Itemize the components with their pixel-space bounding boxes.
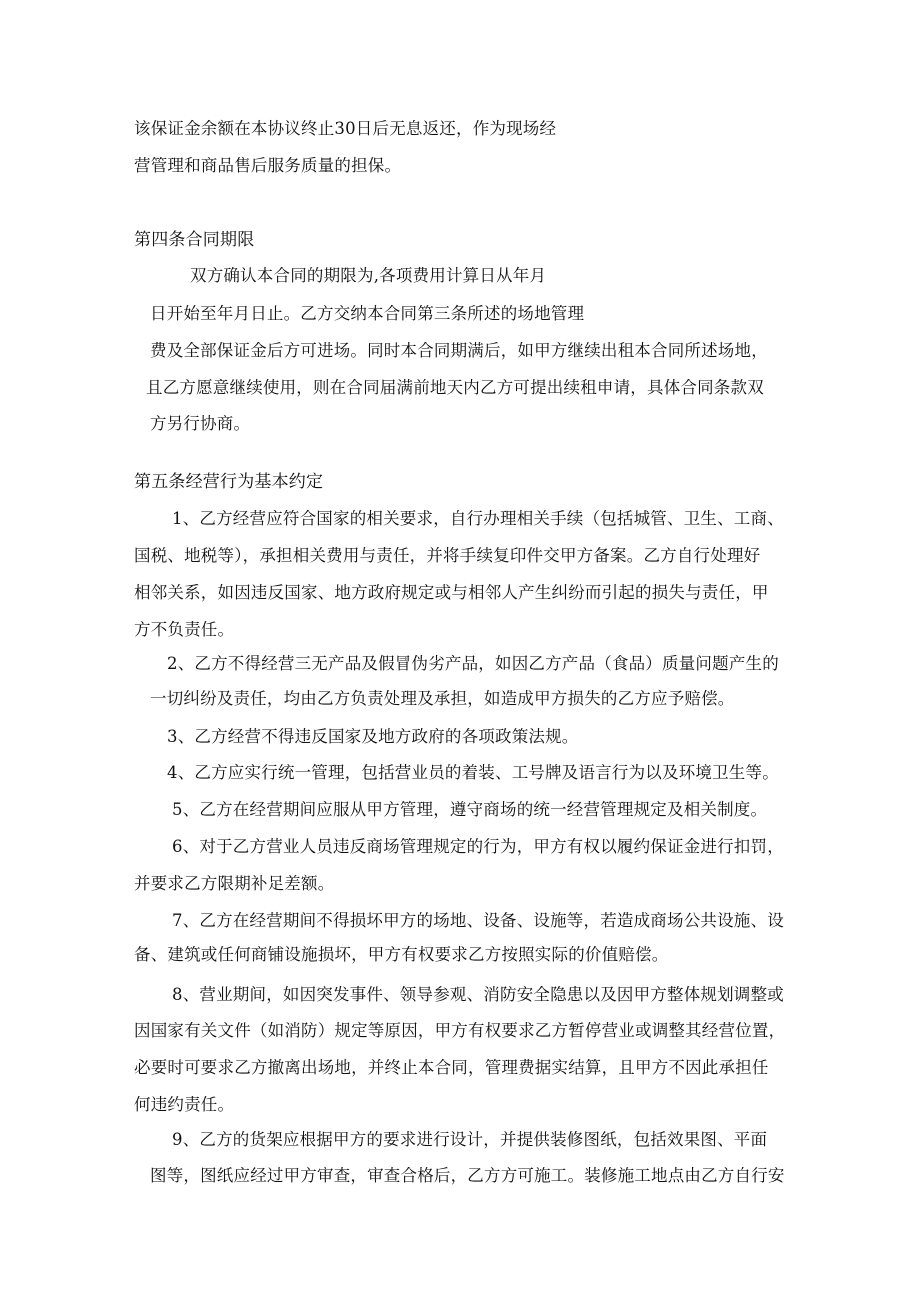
clause-6-line-1: 6、对于乙方营业人员违反商场管理规定的行为，甲方有权以履约保证金进行扣罚， xyxy=(172,837,784,856)
section-5-heading: 第五条经营行为基本约定 xyxy=(134,472,324,492)
section-4-heading: 第四条合同期限 xyxy=(134,230,255,250)
clause-1-line-2: 国税、地税等），承担相关费用与责任，并将手续复印件交甲方备案。乙方自行处理好 xyxy=(134,546,761,565)
section-4-line-5: 方另行协商。 xyxy=(150,414,251,433)
clause-1-line-3: 相邻关系，如因违反国家、地方政府规定或与相邻人产生纠纷而引起的损失与责任，甲 xyxy=(134,583,769,602)
intro-line-2: 营管理和商品售后服务质量的担保。 xyxy=(134,156,402,175)
intro-line-1: 该保证金余额在本协议终止30日后无息返还，作为现场经 xyxy=(134,119,557,138)
clause-8-line-3: 必要时可要求乙方撤离出场地，并终止本合同，管理费据实结算，且甲方不因此承担任 xyxy=(134,1058,769,1077)
clause-2-line-1: 2、乙方不得经营三无产品及假冒伪劣产品，如因乙方产品（食品）质量问题产生的 xyxy=(167,654,779,673)
clause-3: 3、乙方经营不得违反国家及地方政府的各项政策法规。 xyxy=(167,727,579,746)
section-4-line-3: 费及全部保证金后方可进场。同时本合同期满后，如甲方继续出租本合同所述场地， xyxy=(150,341,768,360)
clause-7-line-2: 备、建筑或任何商铺设施损坏，甲方有权要求乙方按照实际的价值赔偿。 xyxy=(134,945,669,964)
section-4-line-1: 双方确认本合同的期限为,各项费用计算日从年月 xyxy=(190,266,547,285)
clause-4: 4、乙方应实行统一管理，包括营业员的着装、工号牌及语言行为以及环境卫生等。 xyxy=(167,763,779,782)
clause-9-line-2: 图等，图纸应经过甲方审查，审查合格后，乙方方可施工。装修施工地点由乙方自行安 xyxy=(150,1166,785,1185)
section-4-line-2: 日开始至年月日止。乙方交纳本合同第三条所述的场地管理 xyxy=(150,304,585,323)
clause-9-line-1: 9、乙方的货架应根据甲方的要求进行设计，并提供装修图纸，包括效果图、平面 xyxy=(172,1130,768,1149)
clause-5: 5、乙方在经营期间应服从甲方管理，遵守商场的统一经营管理规定及相关制度。 xyxy=(172,800,768,819)
clause-1-line-4: 方不负责任。 xyxy=(134,620,235,639)
clause-8-line-1: 8、营业期间，如因突发事件、领导参观、消防安全隐患以及因甲方整体规划调整或 xyxy=(172,985,784,1004)
clause-6-line-2: 并要求乙方限期补足差额。 xyxy=(134,874,335,893)
clause-2-line-2: 一切纠纷及责任，均由乙方负责处理及承担，如造成甲方损失的乙方应予赔偿。 xyxy=(150,689,735,708)
clause-1-line-1: 1、乙方经营应符合国家的相关要求，自行办理相关手续（包括城管、卫生、工商、 xyxy=(172,509,784,528)
clause-7-line-1: 7、乙方在经营期间不得损坏甲方的场地、设备、设施等，若造成商场公共设施、设 xyxy=(172,911,784,930)
section-4-line-4: 且乙方愿意继续使用，则在合同届满前地天内乙方可提出续租申请，具体合同条款双 xyxy=(146,378,764,397)
clause-8-line-2: 因国家有关文件（如消防）规定等原因，甲方有权要求乙方暂停营业或调整其经营位置， xyxy=(134,1021,786,1040)
clause-8-line-4: 何违约责任。 xyxy=(134,1095,235,1114)
